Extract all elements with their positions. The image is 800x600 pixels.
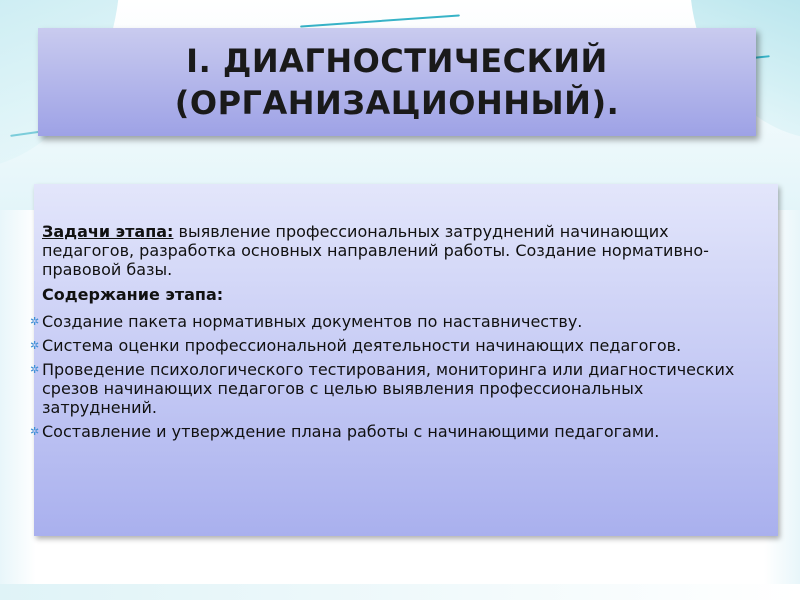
content-label: Содержание этапа:: [42, 285, 224, 304]
list-item: [32, 336, 758, 355]
tasks-paragraph: [42, 222, 758, 279]
content-box: [30, 184, 778, 536]
tasks-text: выявление профессиональных затруднений начинающих педагогов, разработка основных направлений работы. Создание нормативно-правовой базы.: [42, 222, 709, 279]
slide-title-line-2: (ОРГАНИЗАЦИОННЫЙ).: [174, 84, 620, 122]
list-item: [32, 360, 758, 417]
star-bullet-icon: ✲: [30, 339, 40, 352]
background-side-strip: [0, 210, 36, 590]
list-item-text: Создание пакета нормативных документов по наставничеству.: [42, 312, 583, 331]
star-bullet-icon: ✲: [30, 363, 40, 376]
background-bottom-strip: [0, 584, 800, 600]
list-item-text: Составление и утверждение плана работы с начинающими педагогами.: [42, 422, 660, 441]
tasks-label: Задачи этапа:: [42, 222, 174, 241]
list-item-text: Система оценки профессиональной деятельности начинающих педагогов.: [42, 336, 682, 355]
list-item: [32, 312, 758, 331]
title-box: [38, 28, 756, 136]
star-bullet-icon: ✲: [30, 315, 40, 328]
list-item: [32, 422, 758, 441]
slide-title-line-1: I. ДИАГНОСТИЧЕСКИЙ: [186, 42, 608, 80]
star-bullet-icon: ✲: [30, 425, 40, 438]
content-list: [30, 312, 758, 441]
list-item-text: Проведение психологического тестирования, мониторинга или диагностических срезов начинающих педагогов с целью выявления профессиональных затруднений.: [42, 360, 735, 417]
